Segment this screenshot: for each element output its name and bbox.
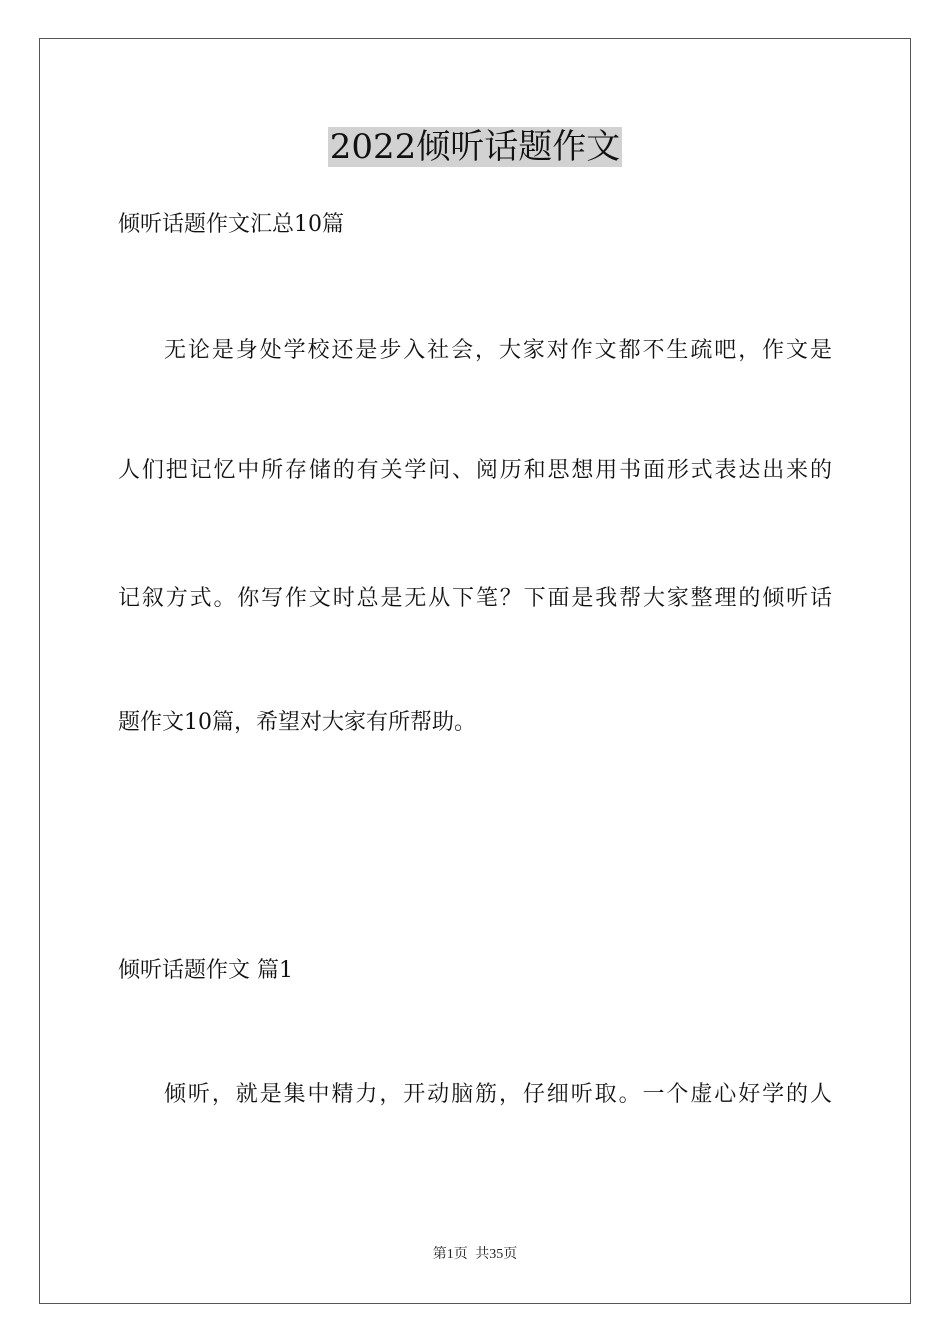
section-heading: 倾听话题作文 篇1: [118, 958, 293, 983]
intro-line-3: 记叙方式。你写作文时总是无从下笔？下面是我帮大家整理的倾听话: [118, 586, 832, 611]
document-title: [0, 122, 950, 172]
page-footer: [0, 1245, 950, 1265]
intro-line-1: 无论是身处学校还是步入社会，大家对作文都不生疏吧，作文是: [164, 338, 832, 363]
intro-line-4: 题作文10篇，希望对大家有所帮助。: [118, 710, 476, 735]
document-subtitle: 倾听话题作文汇总10篇: [118, 212, 344, 237]
page-total: 共35页: [475, 1247, 518, 1262]
intro-line-2: 人们把记忆中所存储的有关学问、阅历和思想用书面形式表达出来的: [118, 458, 832, 483]
document-title-text: 2022倾听话题作文: [329, 127, 621, 167]
page-number: 第1页: [432, 1247, 468, 1262]
section-paragraph-line-1: 倾听，就是集中精力，开动脑筋，仔细听取。一个虚心好学的人: [164, 1082, 832, 1107]
